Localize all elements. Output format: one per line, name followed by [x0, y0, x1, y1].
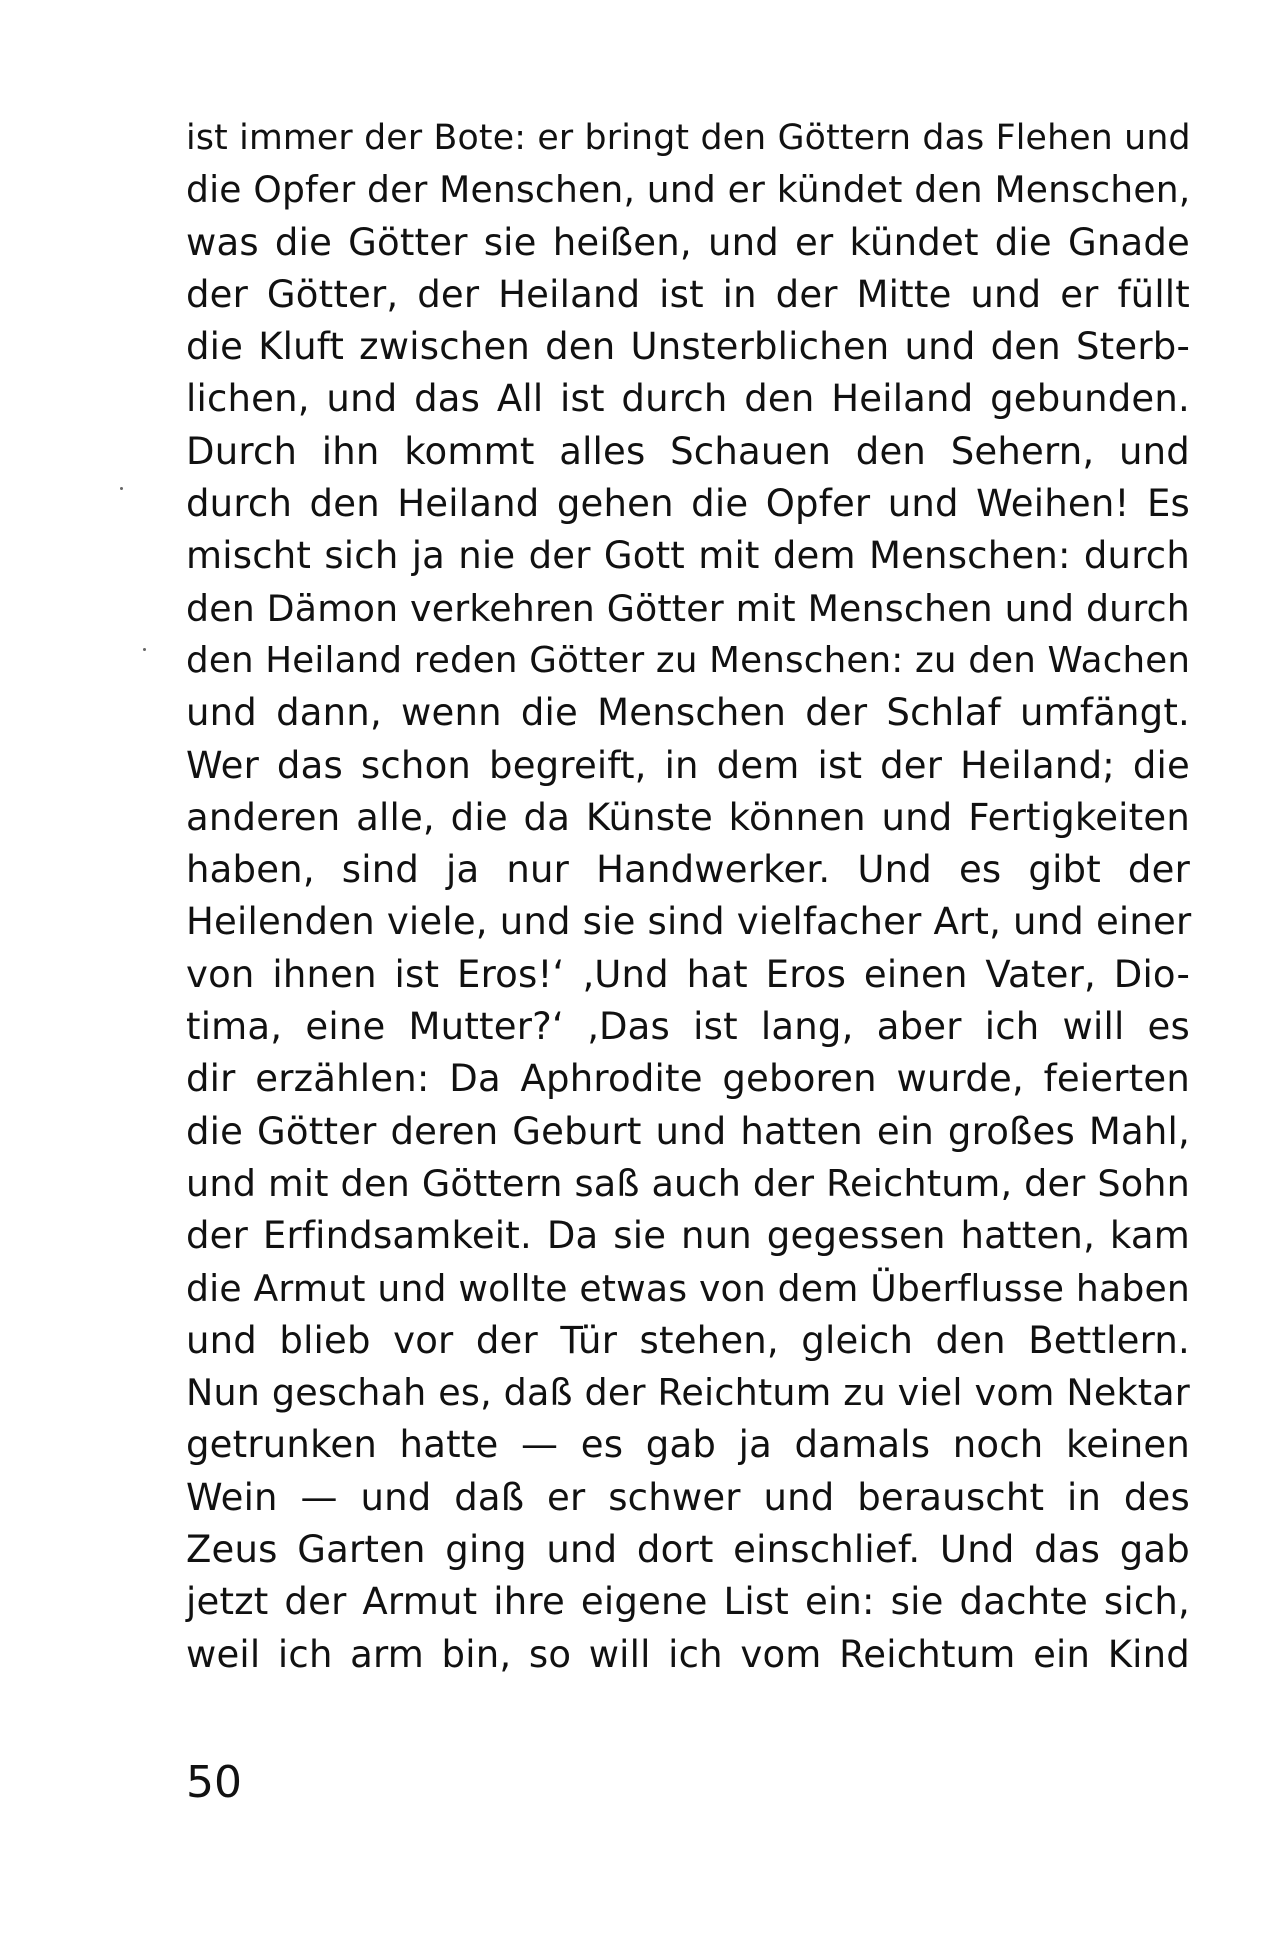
text-line-6: lichen, und das All ist durch den Heiland gebunden.	[186, 377, 1190, 421]
page-number: 50	[186, 1757, 242, 1808]
text-line-11: den Heiland reden Götter zu Menschen: zu den Wachen	[186, 639, 1191, 681]
text-line-16: Heilenden viele, und sie sind vielfacher Art, und einer	[186, 900, 1192, 944]
text-line-30: weil ich arm bin, so will ich vom Reichtum ein Kind	[186, 1632, 1190, 1676]
text-line-18: tima, eine Mutter?‘ ‚Das ist lang, aber ich will es	[186, 1005, 1190, 1049]
text-line-24: und blieb vor der Tür stehen, gleich den Bettlern.	[186, 1318, 1190, 1362]
text-line-4: der Götter, der Heiland ist in der Mitte und er füllt	[186, 272, 1190, 316]
text-line-13: Wer das schon begreift, in dem ist der Heiland; die	[186, 743, 1190, 787]
text-line-26: getrunken hatte — es gab ja damals noch keinen	[186, 1423, 1190, 1467]
text-line-25: Nun geschah es, daß der Reichtum zu viel vom Nektar	[186, 1371, 1190, 1415]
text-line-14: anderen alle, die da Künste können und Fertigkeiten	[186, 795, 1190, 839]
text-line-17: von ihnen ist Eros!‘ ‚Und hat Eros einen Vater, Dio-	[186, 952, 1190, 996]
text-line-3: was die Götter sie heißen, und er kündet die Gnade	[186, 220, 1190, 264]
text-line-5: die Kluft zwischen den Unsterblichen und den Sterb-	[186, 325, 1190, 369]
text-line-10: den Dämon verkehren Götter mit Menschen und durch	[186, 586, 1190, 630]
text-line-21: und mit den Göttern saß auch der Reichtum, der Sohn	[186, 1161, 1190, 1205]
text-line-22: der Erfindsamkeit. Da sie nun gegessen hatten, kam	[186, 1214, 1190, 1258]
scan-speck	[143, 648, 146, 651]
text-line-23: die Armut und wollte etwas von dem Überflusse haben	[186, 1266, 1190, 1310]
text-line-2: die Opfer der Menschen, und er kündet den Menschen,	[186, 169, 1191, 212]
text-line-29: jetzt der Armut ihre eigene List ein: sie dachte sich,	[186, 1580, 1190, 1624]
text-line-7: Durch ihn kommt alles Schauen den Sehern, und	[186, 429, 1190, 473]
text-line-9: mischt sich ja nie der Gott mit dem Menschen: durch	[186, 534, 1190, 578]
scan-speck	[120, 487, 123, 490]
text-line-20: die Götter deren Geburt und hatten ein großes Mahl,	[186, 1109, 1190, 1153]
text-line-12: und dann, wenn die Menschen der Schlaf umfängt.	[186, 691, 1190, 735]
text-line-27: Wein — und daß er schwer und berauscht in des	[186, 1475, 1190, 1519]
text-line-28: Zeus Garten ging und dort einschlief. Und das gab	[186, 1528, 1190, 1572]
text-line-19: dir erzählen: Da Aphrodite geboren wurde, feierten	[186, 1057, 1190, 1101]
text-line-8: durch den Heiland gehen die Opfer und Weihen! Es	[186, 482, 1190, 526]
text-line-1: ist immer der Bote: er bringt den Göttern das Flehen und	[186, 118, 1191, 158]
body-text	[186, 112, 1190, 1681]
text-line-15: haben, sind ja nur Handwerker. Und es gibt der	[186, 848, 1190, 892]
